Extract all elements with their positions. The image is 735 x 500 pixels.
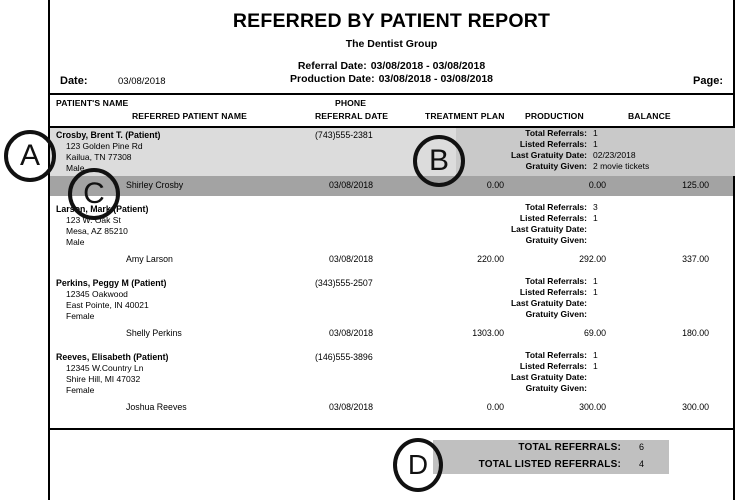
patient-address-line-1: 123 W. Oak St (66, 215, 121, 225)
annotation-circle-d: D (393, 438, 443, 492)
patient-gender: Male (66, 163, 85, 173)
referred-patient-name: Amy Larson (126, 254, 173, 264)
annotation-circle-c: C (68, 168, 120, 220)
annotation-circle-b: B (413, 135, 465, 187)
patient-address-line-2: East Pointe, IN 40021 (66, 300, 149, 310)
summary-label-last-gratuity-date: Last Gratuity Date: (510, 372, 587, 382)
summary-row-gratuity-given (456, 235, 735, 246)
patient-gender: Female (66, 385, 95, 395)
referred-balance: 300.00 (682, 402, 709, 412)
patient-name: Perkins, Peggy M (Patient) (56, 278, 167, 288)
patient-name: Reeves, Elisabeth (Patient) (56, 352, 169, 362)
summary-value-total-referrals: 1 (593, 350, 598, 360)
summary-label-total-referrals: Total Referrals: (525, 350, 587, 360)
referred-referral-date: 03/08/2018 (329, 254, 374, 264)
column-header-treatment-plan: TREATMENT PLAN (425, 111, 505, 121)
patient-gender: Female (66, 311, 95, 321)
summary-row-listed-referrals (456, 139, 735, 150)
column-header-production: PRODUCTION (525, 111, 584, 121)
patient-address-line-1: 12345 Oakwood (66, 289, 128, 299)
summary-label-listed-referrals: Listed Referrals: (519, 213, 587, 223)
summary-row-last-gratuity-date (456, 372, 735, 383)
summary-row-listed-referrals (456, 213, 735, 224)
summary-label-last-gratuity-date: Last Gratuity Date: (510, 224, 587, 234)
total-referrals-row (433, 440, 669, 457)
patient-referral-summary (456, 276, 735, 324)
column-header-referred-patient-name: REFERRED PATIENT NAME (132, 111, 247, 121)
referred-patient-row (50, 398, 733, 418)
referred-patient-row (50, 250, 733, 270)
summary-label-gratuity-given: Gratuity Given: (525, 309, 587, 319)
summary-row-listed-referrals (456, 361, 735, 372)
referred-patient-row (50, 176, 733, 196)
patient-info-block (50, 202, 733, 250)
summary-label-last-gratuity-date: Last Gratuity Date: (510, 298, 587, 308)
summary-label-listed-referrals: Listed Referrals: (519, 287, 587, 297)
summary-row-total-referrals (456, 276, 735, 287)
referral-date-label: Referral Date: (297, 60, 367, 72)
summary-label-gratuity-given: Gratuity Given: (525, 161, 587, 171)
patient-group (50, 350, 733, 418)
report-body (50, 128, 733, 430)
summary-row-gratuity-given (456, 161, 735, 172)
referred-balance: 180.00 (682, 328, 709, 338)
summary-row-gratuity-given (456, 309, 735, 320)
referred-patient-name: Shelly Perkins (126, 328, 182, 338)
summary-label-listed-referrals: Listed Referrals: (519, 361, 587, 371)
referred-patient-name: Shirley Crosby (126, 180, 184, 190)
referred-production: 292.00 (579, 254, 606, 264)
total-listed-referrals-label: TOTAL LISTED REFERRALS: (478, 459, 621, 470)
referred-treatment-plan: 1303.00 (472, 328, 504, 338)
total-listed-referrals-value: 4 (639, 459, 645, 469)
page-title: REFERRED BY PATIENT REPORT (232, 10, 551, 32)
total-referrals-value: 6 (639, 442, 645, 452)
patient-info-block (50, 128, 733, 176)
summary-label-gratuity-given: Gratuity Given: (525, 383, 587, 393)
summary-row-last-gratuity-date (456, 224, 735, 235)
summary-value-total-referrals: 1 (593, 276, 598, 286)
summary-value-total-referrals: 3 (593, 202, 598, 212)
summary-row-last-gratuity-date (456, 298, 735, 309)
column-headers (50, 95, 733, 128)
total-listed-referrals-row (433, 457, 669, 474)
referred-balance: 337.00 (682, 254, 709, 264)
patient-phone: (146)555-3896 (315, 352, 373, 362)
total-referrals-label: TOTAL REFERRALS: (518, 442, 621, 453)
referred-treatment-plan: 0.00 (486, 180, 504, 190)
date-page-row (50, 75, 733, 89)
patient-phone: (743)555-2381 (315, 130, 373, 140)
summary-label-total-referrals: Total Referrals: (525, 202, 587, 212)
referred-production: 300.00 (579, 402, 606, 412)
summary-value-last-gratuity-date: 02/23/2018 (593, 150, 636, 160)
patient-referral-summary (456, 350, 735, 398)
column-header-balance: BALANCE (628, 111, 671, 121)
summary-row-last-gratuity-date (456, 150, 735, 161)
column-header-phone: PHONE (335, 98, 367, 108)
summary-value-listed-referrals: 1 (593, 361, 598, 371)
referral-date-row (50, 60, 733, 73)
summary-row-total-referrals (456, 202, 735, 213)
patient-group (50, 276, 733, 344)
column-header-referral-date: REFERRAL DATE (315, 111, 389, 121)
patient-group (50, 128, 733, 196)
referred-balance: 125.00 (682, 180, 709, 190)
report-header (50, 0, 733, 95)
referred-referral-date: 03/08/2018 (329, 328, 374, 338)
referred-treatment-plan: 220.00 (477, 254, 504, 264)
annotation-circle-a: A (4, 130, 56, 182)
patient-address-line-1: 12345 W.Country Ln (66, 363, 144, 373)
date-value: 03/08/2018 (118, 76, 166, 87)
summary-label-total-referrals: Total Referrals: (525, 128, 587, 138)
referred-treatment-plan: 0.00 (486, 402, 504, 412)
production-date-label: Production Date: (289, 73, 375, 85)
summary-row-listed-referrals (456, 287, 735, 298)
patient-referral-summary (456, 128, 735, 176)
summary-label-total-referrals: Total Referrals: (525, 276, 587, 286)
summary-row-total-referrals (456, 350, 735, 361)
totals-box (433, 440, 669, 474)
summary-label-last-gratuity-date: Last Gratuity Date: (510, 150, 587, 160)
referred-referral-date: 03/08/2018 (329, 402, 374, 412)
referred-patient-row (50, 324, 733, 344)
summary-value-listed-referrals: 1 (593, 213, 598, 223)
patient-address-line-2: Mesa, AZ 85210 (66, 226, 128, 236)
referral-date-value: 03/08/2018 - 03/08/2018 (370, 60, 486, 72)
patient-gender: Male (66, 237, 85, 247)
summary-value-listed-referrals: 1 (593, 287, 598, 297)
patient-group (50, 202, 733, 270)
referred-production: 69.00 (583, 328, 606, 338)
summary-label-gratuity-given: Gratuity Given: (525, 235, 587, 245)
column-header-patient-name: PATIENT'S NAME (56, 98, 129, 108)
patient-address-line-1: 123 Golden Pine Rd (66, 141, 143, 151)
patient-referral-summary (456, 202, 735, 250)
report-page (48, 0, 735, 500)
summary-value-listed-referrals: 1 (593, 139, 598, 149)
patient-name: Larson, Mark (Patient) (56, 204, 149, 214)
summary-value-total-referrals: 1 (593, 128, 598, 138)
referred-referral-date: 03/08/2018 (329, 180, 374, 190)
page-label: Page: (693, 75, 723, 87)
production-date-value: 03/08/2018 - 03/08/2018 (378, 73, 494, 85)
patient-address-line-2: Kailua, TN 77308 (66, 152, 132, 162)
patient-address-line-2: Shire Hill, MI 47032 (66, 374, 141, 384)
patient-name: Crosby, Brent T. (Patient) (56, 130, 161, 140)
referred-patient-name: Joshua Reeves (126, 402, 187, 412)
report-footer (50, 430, 733, 500)
date-label: Date: (60, 75, 88, 87)
patient-info-block (50, 350, 733, 398)
referred-production: 0.00 (588, 180, 606, 190)
summary-row-total-referrals (456, 128, 735, 139)
patient-phone: (343)555-2507 (315, 278, 373, 288)
organization-name: The Dentist Group (345, 38, 438, 50)
patient-info-block (50, 276, 733, 324)
summary-label-listed-referrals: Listed Referrals: (519, 139, 587, 149)
summary-row-gratuity-given (456, 383, 735, 394)
summary-value-gratuity-given: 2 movie tickets (593, 161, 650, 171)
